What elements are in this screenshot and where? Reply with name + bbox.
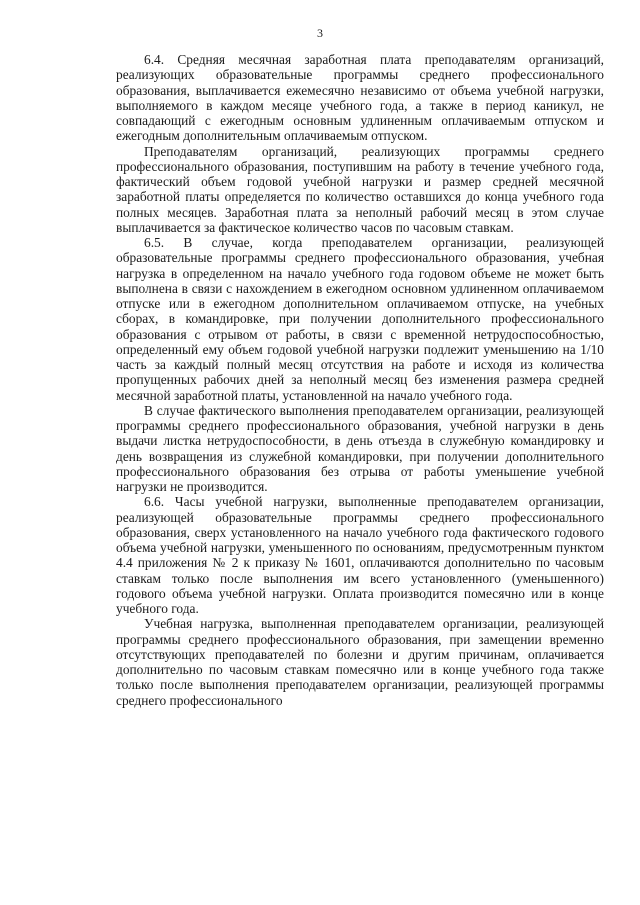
paragraph-6-5: 6.5. В случае, когда преподавателем организации, реализующей образовательные программы среднего профессионального образования, учебная нагрузка в определенном на начало учебного года годовом объеме не может быть выполнена в связи с нахождением в ежегодном основном удлиненном оплачиваемом отпуске или в ежегодном дополнительном оплачиваемом отпуске, на учебных сборах, в командировке, при получении дополнительного профессионального образования с отрывом от работы, в связи с временной нетрудоспособностью, определенный ему объем годовой учебной нагрузки подлежит уменьшению на 1/10 часть за каждый полный месяц отсутствия на работе и исходя из количества пропущенных рабочих дней за неполный месяц без изменения размера средней месячной заработной платы, установленной на начало учебного года. — [116, 235, 604, 403]
page-number: 3 — [317, 26, 323, 40]
paragraph-actual-fulfillment: В случае фактического выполнения преподавателем организации, реализующей программы среднего профессионального образования, учебной нагрузки в день выдачи листка нетрудоспособности, в день отъезда в служебную командировку и день возвращения из служебной командировки, при получении дополнительного профессионального образования без отрыва от работы уменьшение учебной нагрузки не производится. — [116, 402, 604, 494]
paragraph-6-4: 6.4. Средняя месячная заработная плата преподавателям организаций, реализующих образовательные программы среднего профессионального образования, выплачивается ежемесячно независимо от объема учебной нагрузки, выполняемого в каждом месяце учебного года, а также в период каникул, не совпадающий с ежегодным основным удлиненным оплачиваемым отпуском и ежегодным дополнительным оплачиваемым отпуском. — [116, 52, 604, 144]
paragraph-6-6: 6.6. Часы учебной нагрузки, выполненные преподавателем организации, реализующей образовательные программы среднего профессионального образования, сверх установленного на начало учебного года фактического годового объема учебной нагрузки, уменьшенного по основаниям, предусмотренным пунктом 4.4 приложения № 2 к приказу № 1601, оплачиваются дополнительно по часовым ставкам только после выполнения им всего установленного (уменьшенного) годового объема учебной нагрузки. Оплата производится помесячно или в конце учебного года. — [116, 494, 604, 616]
paragraph-substitution: Учебная нагрузка, выполненная преподавателем организации, реализующей программы среднего профессионального образования, при замещении временно отсутствующих преподавателей по болезни и другим причинам, оплачивается дополнительно по часовым ставкам помесячно или в конце учебного года также только после выполнения преподавателем организации, реализующей программы среднего профессионального — [116, 616, 604, 708]
paragraph-new-teachers: Преподавателям организаций, реализующих программы среднего профессионального образования, поступившим на работу в течение учебного года, фактический объем годовой учебной нагрузки и размер средней месячной заработной платы определяется по количество оставшихся до конца учебного года полных месяцев. Заработная плата за неполный рабочий месяц в этом случае выплачивается за фактическое количество часов по часовым ставкам. — [116, 143, 604, 235]
document-body — [116, 52, 604, 708]
